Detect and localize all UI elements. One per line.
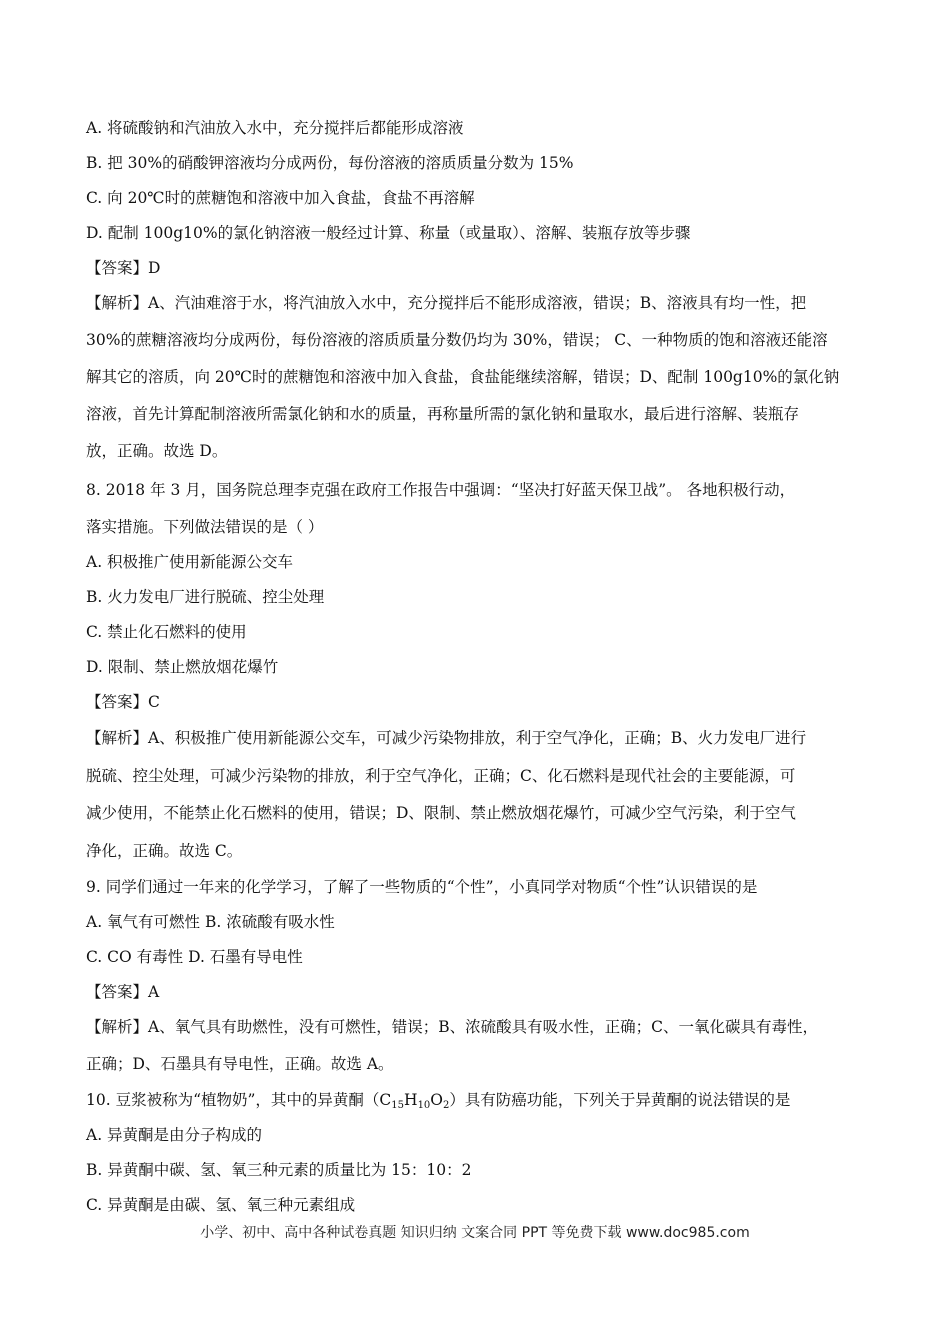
q8-option-a: A. 积极推广使用新能源公交车 xyxy=(86,553,294,571)
q9-stem: 9. 同学们通过一年来的化学学习，了解了一些物质的“个性”，小真同学对物质“个性”认识错误的是 xyxy=(86,878,758,896)
q9-options-ab: A. 氧气有可燃性 B. 浓硫酸有吸水性 xyxy=(86,913,335,931)
q7-option-a: A. 将硫酸钠和汽油放入水中，充分搅拌后都能形成溶液 xyxy=(86,119,464,137)
q7-option-d: D. 配制 100g10%的氯化钠溶液一般经过计算、称量（或量取）、溶解、装瓶存放等步骤 xyxy=(86,224,691,242)
q7-analysis-line: 溶液，首先计算配制溶液所需氯化钠和水的质量，再称量所需的氯化钠和量取水，最后进行溶解、装瓶存 xyxy=(86,405,800,423)
q8-analysis-line: 净化，正确。故选 C。 xyxy=(86,842,243,860)
q8-option-d: D. 限制、禁止燃放烟花爆竹 xyxy=(86,658,279,676)
q8-stem: 落实措施。下列做法错误的是（ ） xyxy=(86,518,324,536)
q8-analysis-line: 【解析】A、积极推广使用新能源公交车，可减少污染物排放，利于空气净化，正确；B、火力发电厂进行 xyxy=(86,729,807,747)
q9-options-cd: C. CO 有毒性 D. 石墨有导电性 xyxy=(86,948,303,966)
page-footer: 小学、初中、高中各种试卷真题 知识归纳 文案合同 PPT 等免费下载 www.doc985.com xyxy=(200,1225,750,1241)
q9-analysis-line: 正确；D、石墨具有导电性，正确。故选 A。 xyxy=(86,1055,394,1073)
q8-option-c: C. 禁止化石燃料的使用 xyxy=(86,623,247,641)
q8-option-b: B. 火力发电厂进行脱硫、控尘处理 xyxy=(86,588,325,606)
q8-analysis-line: 减少使用，不能禁止化石燃料的使用，错误；D、限制、禁止燃放烟花爆竹，可减少空气污染，利于空气 xyxy=(86,804,796,822)
q9-answer: 【答案】A xyxy=(86,983,160,1001)
q10-option-c: C. 异黄酮是由碳、氢、氧三种元素组成 xyxy=(86,1196,356,1214)
q10-stem: 10. 豆浆被称为“植物奶”，其中的异黄酮$(C_{15}H_{10}O_2)$具有防癌功能，下列关于异黄酮的说法错误的是 xyxy=(86,1091,791,1111)
q7-analysis-line: 解其它的溶质，向 20℃时的蔗糖饱和溶液中加入食盐，食盐能继续溶解，错误；D、配制 100g10%的氯化钠 xyxy=(86,368,840,386)
q7-option-c: C. 向 20℃时的蔗糖饱和溶液中加入食盐，食盐不再溶解 xyxy=(86,189,475,207)
q7-option-b: B. 把 30%的硝酸钾溶液均分成两份，每份溶液的溶质质量分数为 15% xyxy=(86,154,574,172)
q7-answer: 【答案】D xyxy=(86,259,161,277)
q7-analysis-line: 放，正确。故选 D。 xyxy=(86,442,228,460)
q7-analysis-line: 【解析】A、汽油难溶于水，将汽油放入水中，充分搅拌后不能形成溶液，错误；B、溶液具有均一性，把 xyxy=(86,294,807,312)
q10-option-a: A. 异黄酮是由分子构成的 xyxy=(86,1126,263,1144)
q8-answer: 【答案】C xyxy=(86,693,160,711)
q10-option-b: B. 异黄酮中碳、氢、氧三种元素的质量比为 15：10：2 xyxy=(86,1161,472,1179)
q8-stem: 8. 2018 年 3 月，国务院总理李克强在政府工作报告中强调：“坚决打好蓝天保卫战”。 各地积极行动， xyxy=(86,481,796,499)
q8-analysis-line: 脱硫、控尘处理，可减少污染物的排放，利于空气净化，正确；C、化石燃料是现代社会的主要能源，可 xyxy=(86,767,796,785)
q7-analysis-line: 30%的蔗糖溶液均分成两份，每份溶液的溶质质量分数仍均为 30%，错误； C、一种物质的饱和溶液还能溶 xyxy=(86,331,828,349)
q9-analysis-line: 【解析】A、氧气具有助燃性，没有可燃性，错误；B、浓硫酸具有吸水性，正确；C、一氧化碳具有毒性， xyxy=(86,1018,818,1036)
